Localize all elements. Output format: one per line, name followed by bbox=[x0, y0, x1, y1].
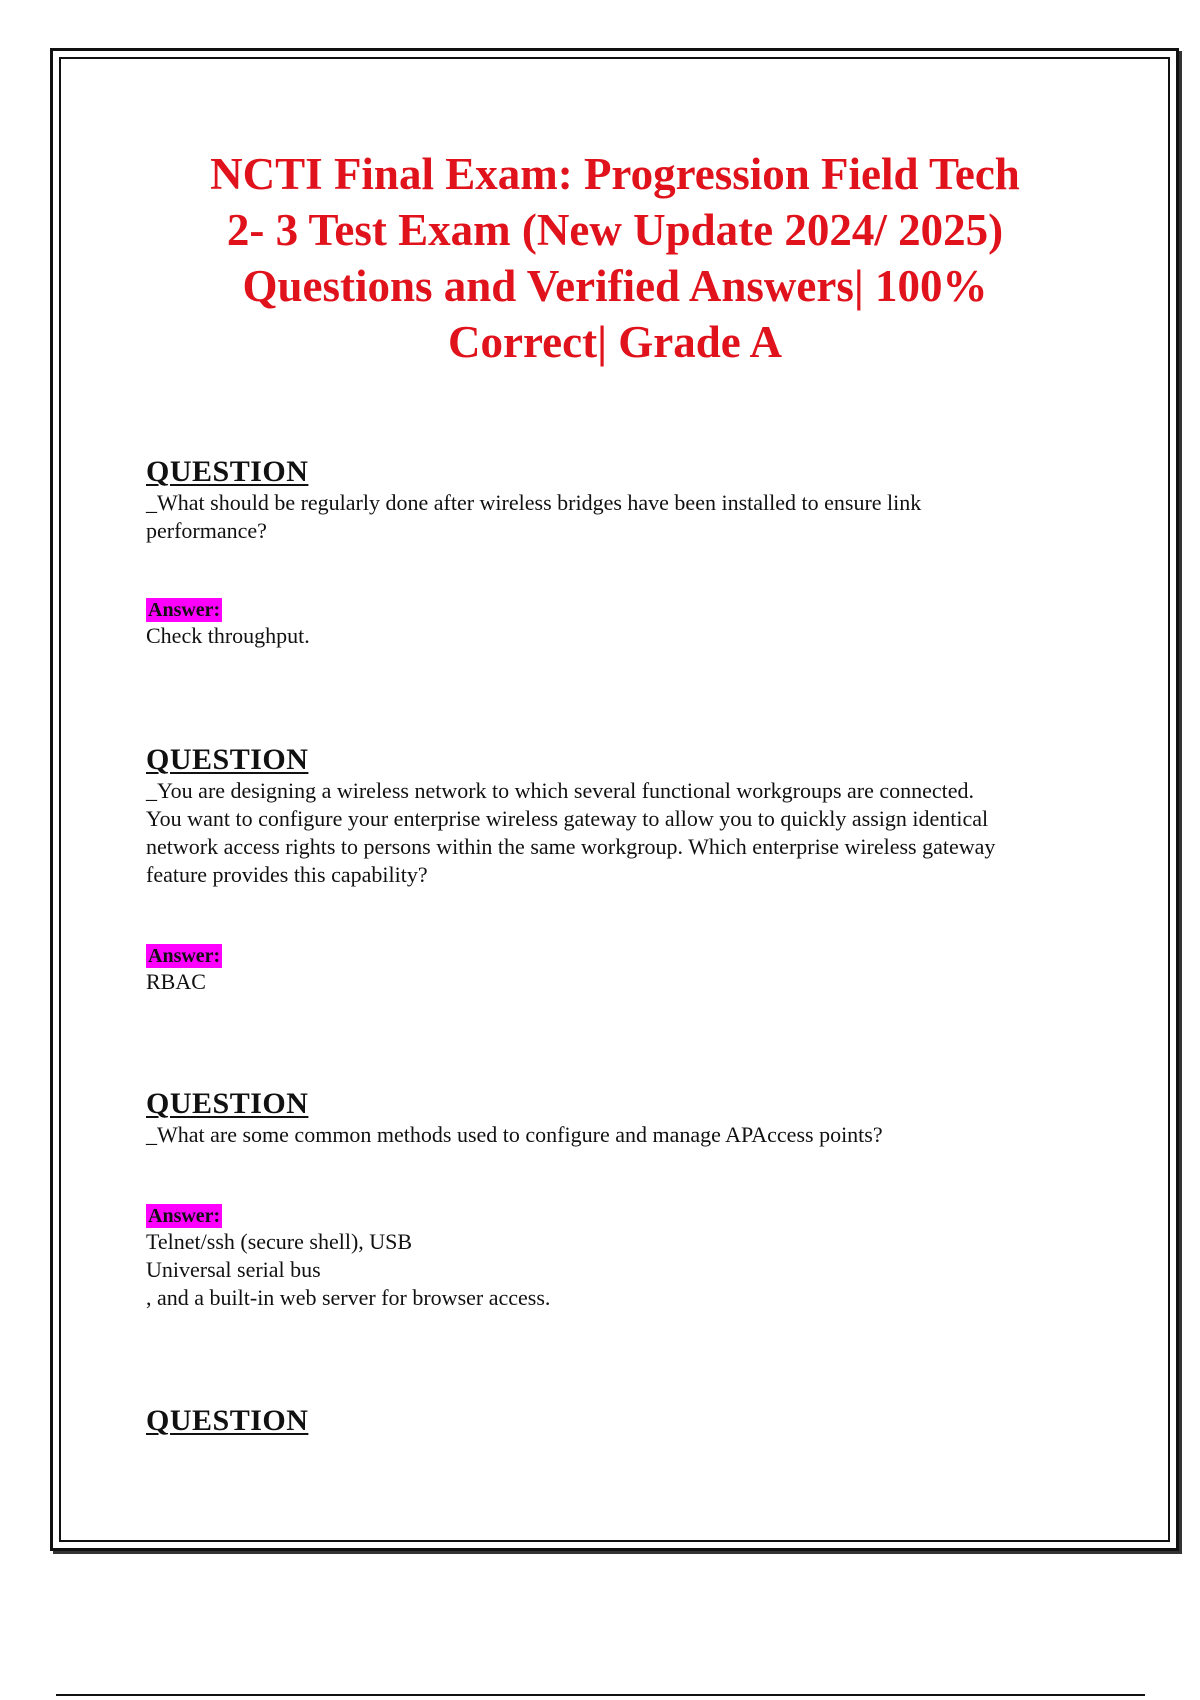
answer-label: Answer: bbox=[148, 599, 221, 621]
question-heading: QUESTION bbox=[146, 1404, 309, 1437]
question-block-1 bbox=[146, 455, 1096, 650]
question-text bbox=[146, 777, 1096, 889]
question-heading: QUESTION bbox=[146, 743, 309, 776]
question-text bbox=[146, 489, 1096, 545]
question-heading: QUESTION bbox=[146, 455, 309, 488]
answer-text bbox=[146, 1228, 1096, 1312]
title-line: NCTI Final Exam: Progression Field Tech bbox=[210, 149, 1020, 199]
answer-label: Answer: bbox=[148, 1205, 221, 1227]
answer-text-line: Telnet/ssh (secure shell), USB bbox=[146, 1229, 413, 1254]
answer-text-line: Universal serial bus bbox=[146, 1257, 321, 1282]
question-text bbox=[146, 1121, 1096, 1149]
question-text-line: performance? bbox=[146, 518, 267, 543]
question-block-4 bbox=[146, 1404, 1096, 1438]
question-text-line: _You are designing a wireless network to which several functional workgroups are connected. bbox=[146, 778, 975, 803]
title-line: Correct| Grade A bbox=[448, 317, 782, 367]
question-heading: QUESTION bbox=[146, 1087, 309, 1120]
answer-text-line: RBAC bbox=[146, 969, 206, 994]
answer-text-line: , and a built-in web server for browser access. bbox=[146, 1285, 551, 1310]
question-text-line: _What should be regularly done after wireless bridges have been installed to ensure link bbox=[146, 490, 922, 515]
title-line: 2- 3 Test Exam (New Update 2024/ 2025) bbox=[226, 205, 1004, 255]
question-block-3 bbox=[146, 1087, 1096, 1312]
answer-label: Answer: bbox=[148, 945, 221, 967]
answer-text bbox=[146, 968, 1096, 996]
page-bottom-rule bbox=[56, 1694, 1145, 1696]
question-text-line: feature provides this capability? bbox=[146, 862, 428, 887]
question-text-line: You want to configure your enterprise wireless gateway to allow you to quickly assign identical bbox=[146, 806, 989, 831]
question-text-line: _What are some common methods used to configure and manage APAccess points? bbox=[146, 1122, 883, 1147]
question-block-2 bbox=[146, 743, 1096, 996]
title-line: Questions and Verified Answers| 100% bbox=[242, 261, 988, 311]
question-text-line: network access rights to persons within the same workgroup. Which enterprise wireless gateway bbox=[146, 834, 996, 859]
answer-text-line: Check throughput. bbox=[146, 623, 310, 648]
document-title bbox=[130, 146, 1100, 370]
answer-text bbox=[146, 622, 1096, 650]
